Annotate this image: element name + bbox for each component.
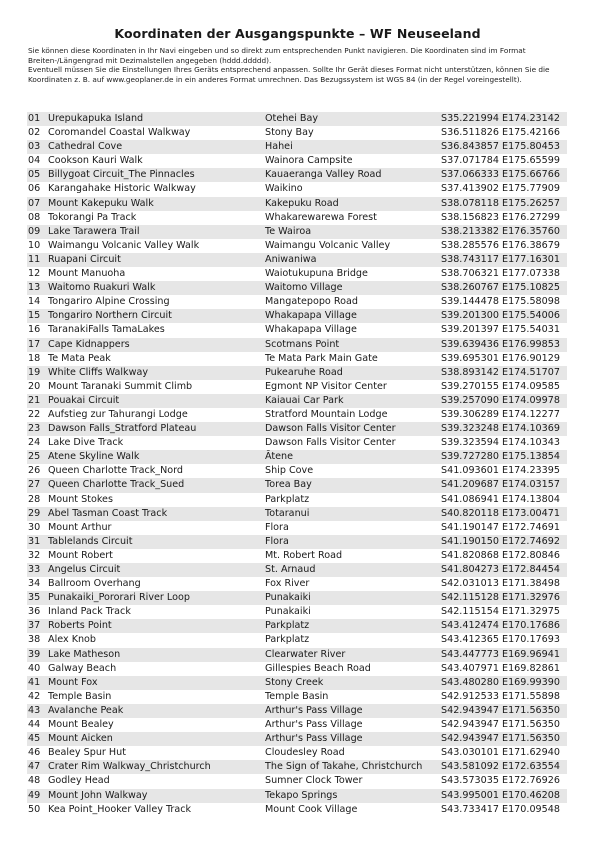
- trail-name: TaranakiFalls TamaLakes: [48, 324, 165, 336]
- start-point: Clearwater River: [265, 648, 346, 660]
- start-point: Whakapapa Village: [265, 324, 357, 336]
- trail-name: Queen Charlotte Track_Sued: [48, 479, 185, 491]
- trail-name: Roberts Point: [48, 620, 112, 632]
- table-row: [27, 281, 567, 295]
- coordinates: S39.323248 E174.10369: [441, 423, 560, 435]
- table-row: [27, 366, 567, 380]
- trail-name: Cape Kidnappers: [48, 338, 130, 350]
- coordinates: S39.323594 E174.10343: [441, 437, 560, 449]
- row-number: 28: [28, 493, 41, 505]
- row-number: 19: [28, 366, 41, 378]
- row-number: 50: [28, 803, 41, 815]
- coordinates: S37.066333 E175.66766: [441, 169, 560, 181]
- coordinates: S41.804273 E172.84454: [441, 564, 560, 575]
- start-point: Tekapo Springs: [265, 789, 338, 801]
- row-number: 04: [28, 155, 41, 167]
- coordinates: S43.407971 E169.82861: [441, 662, 560, 674]
- trail-name: Mount Arthur: [48, 521, 112, 533]
- coordinates: S39.270155 E174.09585: [441, 380, 560, 392]
- trail-name: Temple Basin: [48, 690, 112, 702]
- row-number: 27: [28, 479, 41, 491]
- start-point: Stony Bay: [265, 127, 314, 139]
- row-number: 20: [28, 380, 41, 392]
- table-row: [27, 803, 567, 817]
- table-row: [27, 718, 567, 732]
- row-number: 23: [28, 423, 41, 435]
- table-row: [27, 676, 567, 690]
- trail-name: Karangahake Historic Walkway: [48, 183, 196, 195]
- trail-name: Lake Matheson: [48, 648, 121, 660]
- table-row: [27, 478, 567, 492]
- row-number: 30: [28, 521, 41, 533]
- start-point: Kaiauai Car Park: [265, 394, 344, 406]
- coordinates: S42.943947 E171.56350: [441, 719, 560, 731]
- trail-name: Tokorangi Pa Track: [48, 211, 137, 223]
- trail-name: Godley Head: [48, 775, 110, 787]
- coordinates: S41.820868 E172.80846: [441, 549, 560, 561]
- trail-name: Ruapani Circuit: [48, 253, 121, 265]
- row-number: 40: [28, 662, 41, 674]
- trail-name: Crater Rim Walkway_Christchurch: [48, 761, 211, 773]
- coordinates: S39.695301 E176.90129: [441, 352, 560, 364]
- row-number: 41: [28, 676, 41, 688]
- trail-name: Billygoat Circuit_The Pinnacles: [48, 169, 195, 181]
- start-point: Te Wairoa: [265, 225, 312, 237]
- row-number: 44: [28, 719, 41, 731]
- row-number: 21: [28, 394, 41, 406]
- coordinates: S43.412474 E170.17686: [441, 620, 560, 632]
- trail-name: Mount Bealey: [48, 719, 114, 731]
- trail-name: Alex Knob: [48, 634, 97, 646]
- start-point: Aniwaniwa: [265, 253, 317, 265]
- table-row: [27, 295, 567, 309]
- coordinates: S41.190147 E172.74691: [441, 521, 560, 533]
- coordinates: S43.447773 E169.96941: [441, 648, 560, 660]
- coordinates: S38.260767 E175.10825: [441, 282, 560, 294]
- row-number: 09: [28, 225, 41, 237]
- row-number: 31: [28, 535, 41, 547]
- start-point: Stratford Mountain Lodge: [265, 408, 388, 420]
- start-point: Flora: [265, 535, 289, 547]
- row-number: 17: [28, 338, 41, 350]
- start-point: Stony Creek: [265, 676, 324, 688]
- table-row: [27, 774, 567, 788]
- row-number: 24: [28, 437, 41, 449]
- coordinates: S42.943947 E171.56350: [441, 733, 560, 745]
- trail-name: Avalanche Peak: [48, 704, 124, 716]
- start-point: Waikino: [265, 183, 303, 195]
- trail-name: Abel Tasman Coast Track: [48, 507, 168, 519]
- start-point: Parkplatz: [265, 493, 310, 505]
- table-row: [27, 662, 567, 676]
- table-row: [27, 507, 567, 521]
- start-point: Waimangu Volcanic Valley: [265, 239, 391, 251]
- coordinates: S42.115154 E171.32975: [441, 606, 560, 618]
- trail-name: Mount Taranaki Summit Climb: [48, 380, 193, 392]
- table-row: [27, 154, 567, 168]
- trail-name: Urepukapuka Island: [48, 113, 144, 124]
- row-number: 22: [28, 408, 41, 420]
- trail-name: Mount Robert: [48, 549, 113, 561]
- coordinates: S41.209687 E174.03157: [441, 479, 560, 491]
- start-point: Mount Cook Village: [265, 803, 358, 815]
- coordinates: S40.820118 E173.00471: [441, 507, 560, 519]
- row-number: 08: [28, 211, 41, 223]
- table-row: [27, 521, 567, 535]
- coordinates: S42.912533 E171.55898: [441, 690, 560, 702]
- start-point: St. Arnaud: [265, 564, 316, 575]
- table-row: [27, 112, 567, 126]
- table-row: [27, 563, 567, 577]
- start-point: Wainora Campsite: [265, 155, 353, 167]
- table-row: [27, 197, 567, 211]
- trail-name: Bealey Spur Hut: [48, 747, 126, 759]
- row-number: 39: [28, 648, 41, 660]
- table-row: [27, 633, 567, 647]
- table-row: [27, 648, 567, 662]
- coordinates: S42.943947 E171.56350: [441, 704, 560, 716]
- start-point: Whakarewarewa Forest: [265, 211, 377, 223]
- coordinates: S43.412365 E170.17693: [441, 634, 560, 646]
- coordinates: S39.201300 E175.54006: [441, 310, 560, 322]
- row-number: 02: [28, 127, 41, 139]
- coordinates: S39.257090 E174.09978: [441, 394, 560, 406]
- trail-name: Punakaiki_Pororari River Loop: [48, 592, 190, 604]
- table-row: [27, 704, 567, 718]
- table-row: [27, 732, 567, 746]
- row-number: 16: [28, 324, 41, 336]
- row-number: 38: [28, 634, 41, 646]
- row-number: 35: [28, 592, 41, 604]
- row-number: 26: [28, 465, 41, 477]
- intro-text: [28, 46, 568, 84]
- coordinates-table: [27, 112, 567, 817]
- start-point: Sumner Clock Tower: [265, 775, 363, 787]
- row-number: 45: [28, 733, 41, 745]
- coordinates: S43.995001 E170.46208: [441, 789, 560, 801]
- table-row: [27, 323, 567, 337]
- table-row: [27, 267, 567, 281]
- trail-name: Ballroom Overhang: [48, 578, 141, 590]
- row-number: 47: [28, 761, 41, 773]
- trail-name: Kea Point_Hooker Valley Track: [48, 803, 192, 815]
- coordinates: S38.893142 E174.51707: [441, 366, 560, 378]
- table-row: [27, 746, 567, 760]
- start-point: Kauaeranga Valley Road: [265, 169, 382, 181]
- start-point: Scotmans Point: [265, 338, 340, 350]
- intro-paragraph: Sie können diese Koordinaten in Ihr Navi eingeben und so direkt zum entsprechenden Punkt navigieren. Die Koordinaten sind im Format Breiten-/Längengrad mit Dezimalstellen angegeben (hddd.ddddd).: [28, 46, 526, 65]
- table-row: [27, 760, 567, 774]
- coordinates: S36.843857 E175.80453: [441, 141, 560, 153]
- trail-name: Mount Kakepuku Walk: [48, 197, 154, 209]
- row-number: 01: [28, 113, 41, 124]
- table-row: [27, 211, 567, 225]
- table-row: [27, 605, 567, 619]
- table-row: [27, 168, 567, 182]
- coordinates: S41.190150 E172.74692: [441, 535, 560, 547]
- trail-name: Aufstieg zur Tahurangi Lodge: [48, 408, 188, 420]
- coordinates: S38.213382 E176.35760: [441, 225, 560, 237]
- table-row: [27, 239, 567, 253]
- row-number: 03: [28, 141, 41, 153]
- coordinates: S39.727280 E175.13854: [441, 451, 560, 463]
- trail-name: Mount Manuoha: [48, 268, 126, 280]
- trail-name: Cookson Kauri Walk: [48, 155, 143, 167]
- table-row: [27, 619, 567, 633]
- row-number: 46: [28, 747, 41, 759]
- coordinates: S38.285576 E176.38679: [441, 239, 560, 251]
- coordinates: S41.086941 E174.13804: [441, 493, 560, 505]
- trail-name: Mount Fox: [48, 676, 98, 688]
- start-point: Ship Cove: [265, 465, 314, 477]
- row-number: 33: [28, 564, 41, 575]
- start-point: Parkplatz: [265, 634, 310, 646]
- start-point: Mt. Robert Road: [265, 549, 343, 561]
- trail-name: Mount Aicken: [48, 733, 113, 745]
- row-number: 48: [28, 775, 41, 787]
- trail-name: Tongariro Northern Circuit: [48, 310, 172, 322]
- coordinates: S36.511826 E175.42166: [441, 127, 560, 139]
- trail-name: Waitomo Ruakuri Walk: [48, 282, 156, 294]
- table-row: [27, 591, 567, 605]
- start-point: Hahei: [265, 141, 293, 153]
- trail-name: Lake Tarawera Trail: [48, 225, 140, 237]
- start-point: Parkplatz: [265, 620, 310, 632]
- row-number: 18: [28, 352, 41, 364]
- table-row: [27, 394, 567, 408]
- table-row: [27, 450, 567, 464]
- row-number: 06: [28, 183, 41, 195]
- row-number: 49: [28, 789, 41, 801]
- table-row: [27, 140, 567, 154]
- coordinates: S38.743117 E177.16301: [441, 253, 560, 265]
- start-point: Gillespies Beach Road: [265, 662, 371, 674]
- trail-name: Cathedral Cove: [48, 141, 123, 153]
- start-point: Cloudesley Road: [265, 747, 345, 759]
- row-number: 14: [28, 296, 41, 308]
- coordinates: S41.093601 E174.23395: [441, 465, 560, 477]
- start-point: Dawson Falls Visitor Center: [265, 437, 396, 449]
- row-number: 36: [28, 606, 41, 618]
- row-number: 43: [28, 704, 41, 716]
- coordinates: S43.573035 E172.76926: [441, 775, 560, 787]
- coordinates: S35.221994 E174.23142: [441, 113, 560, 124]
- table-row: [27, 253, 567, 267]
- row-number: 10: [28, 239, 41, 251]
- trail-name: Galway Beach: [48, 662, 117, 674]
- row-number: 42: [28, 690, 41, 702]
- table-row: [27, 182, 567, 196]
- trail-name: Tablelands Circuit: [48, 535, 133, 547]
- coordinates: S39.144478 E175.58098: [441, 296, 560, 308]
- table-row: [27, 408, 567, 422]
- start-point: Totaranui: [265, 507, 310, 519]
- table-row: [27, 380, 567, 394]
- table-row: [27, 535, 567, 549]
- row-number: 15: [28, 310, 41, 322]
- table-row: [27, 352, 567, 366]
- row-number: 37: [28, 620, 41, 632]
- start-point: Egmont NP Visitor Center: [265, 380, 387, 392]
- table-row: [27, 464, 567, 478]
- trail-name: Mount John Walkway: [48, 789, 148, 801]
- start-point: Temple Basin: [265, 690, 329, 702]
- start-point: Arthur's Pass Village: [265, 733, 363, 745]
- row-number: 07: [28, 197, 41, 209]
- start-point: Arthur's Pass Village: [265, 704, 363, 716]
- start-point: Arthur's Pass Village: [265, 719, 363, 731]
- table-row: [27, 577, 567, 591]
- start-point: Ātene: [265, 451, 294, 463]
- start-point: Dawson Falls Visitor Center: [265, 423, 396, 435]
- start-point: Fox River: [265, 578, 310, 590]
- coordinates: S39.306289 E174.12277: [441, 408, 560, 420]
- start-point: The Sign of Takahe, Christchurch: [265, 761, 423, 773]
- table-row: [27, 549, 567, 563]
- coordinates: S43.733417 E170.09548: [441, 803, 560, 815]
- coordinates: S43.480280 E169.99390: [441, 676, 560, 688]
- trail-name: Queen Charlotte Track_Nord: [48, 465, 183, 477]
- start-point: Punakaiki: [265, 606, 311, 618]
- trail-name: Inland Pack Track: [48, 606, 131, 618]
- intro-paragraph: Eventuell müssen Sie die Einstellungen Ihres Geräts entsprechend anpassen. Sollte Ihr Gerät dieses Format nicht unterstützen, können Sie die Koordinaten z. B. auf www.geoplaner.de in ein anderes Format umrechnen. Das Bezugssystem ist WGS 84 (in der Regel voreingestellt).: [28, 65, 550, 84]
- coordinates: S38.078118 E175.26257: [441, 197, 560, 209]
- trail-name: Coromandel Coastal Walkway: [48, 127, 191, 139]
- start-point: Whakapapa Village: [265, 310, 357, 322]
- row-number: 11: [28, 253, 41, 265]
- row-number: 34: [28, 578, 41, 590]
- trail-name: Lake Dive Track: [48, 437, 124, 449]
- coordinates: S38.156823 E176.27299: [441, 211, 560, 223]
- row-number: 05: [28, 169, 41, 181]
- coordinates: S37.071784 E175.65599: [441, 155, 560, 167]
- start-point: Pukearuhe Road: [265, 366, 343, 378]
- table-row: [27, 422, 567, 436]
- coordinates: S37.413902 E175.77909: [441, 183, 560, 195]
- table-row: [27, 789, 567, 803]
- trail-name: White Cliffs Walkway: [48, 366, 149, 378]
- coordinates: S39.201397 E175.54031: [441, 324, 560, 336]
- start-point: Otehei Bay: [265, 113, 319, 124]
- trail-name: Angelus Circuit: [48, 564, 121, 575]
- trail-name: Mount Stokes: [48, 493, 113, 505]
- coordinates: S39.639436 E176.99853: [441, 338, 560, 350]
- trail-name: Atene Skyline Walk: [48, 451, 140, 463]
- trail-name: Pouakai Circuit: [48, 394, 120, 406]
- coordinates: S42.115128 E171.32976: [441, 592, 560, 604]
- start-point: Mangatepopo Road: [265, 296, 358, 308]
- trail-name: Tongariro Alpine Crossing: [48, 296, 170, 308]
- table-row: [27, 225, 567, 239]
- page-title: Koordinaten der Ausgangspunkte – WF Neuseeland: [114, 26, 481, 41]
- row-number: 25: [28, 451, 41, 463]
- start-point: Punakaiki: [265, 592, 311, 604]
- coordinates: S38.706321 E177.07338: [441, 268, 560, 280]
- row-number: 13: [28, 282, 41, 294]
- start-point: Te Mata Park Main Gate: [265, 352, 378, 364]
- row-number: 32: [28, 549, 41, 561]
- table-row: [27, 493, 567, 507]
- table-row: [27, 690, 567, 704]
- table-row: [27, 309, 567, 323]
- row-number: 29: [28, 507, 41, 519]
- start-point: Waiotukupuna Bridge: [265, 268, 368, 280]
- trail-name: Waimangu Volcanic Valley Walk: [48, 239, 200, 251]
- trail-name: Dawson Falls_Stratford Plateau: [48, 423, 197, 435]
- trail-name: Te Mata Peak: [48, 352, 111, 364]
- row-number: 12: [28, 268, 41, 280]
- coordinates: S42.031013 E171.38498: [441, 578, 560, 590]
- coordinates: S43.030101 E171.62940: [441, 747, 560, 759]
- table-row: [27, 338, 567, 352]
- coordinates: S43.581092 E172.63554: [441, 761, 560, 773]
- start-point: Waitomo Village: [265, 282, 343, 294]
- table-row: [27, 436, 567, 450]
- table-row: [27, 126, 567, 140]
- start-point: Flora: [265, 521, 289, 533]
- start-point: Torea Bay: [265, 479, 312, 491]
- start-point: Kakepuku Road: [265, 197, 339, 209]
